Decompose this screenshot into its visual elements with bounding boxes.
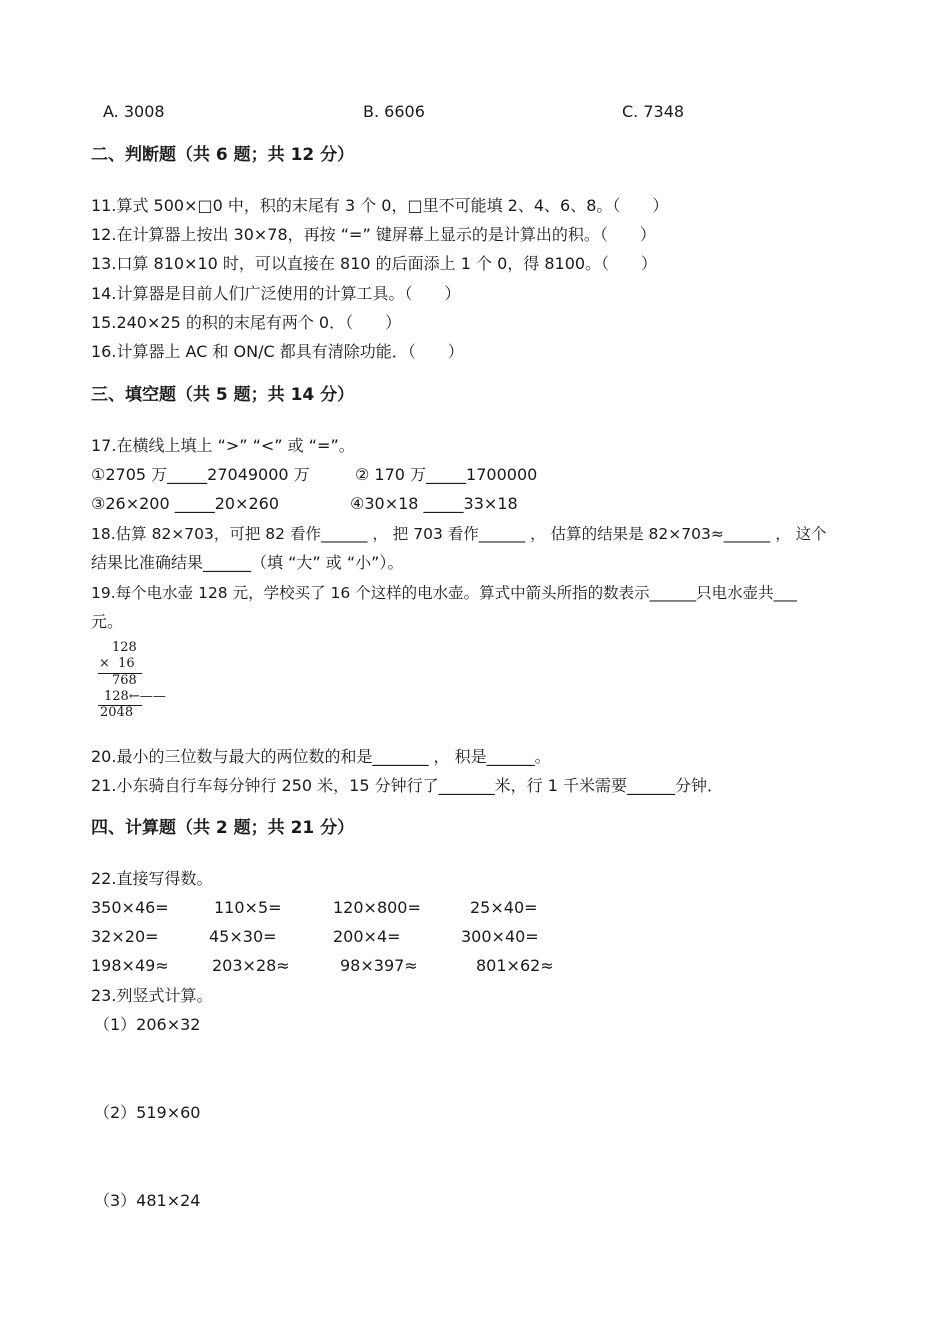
- question-11: 11.算式 500×□0 中，积的末尾有 3 个 0，□里不可能填 2、4、6、8。（ ）: [91, 196, 669, 215]
- question-23-part-3: （3）481×24: [94, 1191, 201, 1210]
- calc-row-multiplicand: 128: [112, 640, 137, 655]
- question-18-line-1: 18.估算 82×703，可把 82 看作______ ， 把 703 看作______ ， 估算的结果是 82×703≈______ ， 这个: [91, 525, 827, 543]
- question-16: 16.计算器上 AC 和 ON/C 都具有清除功能．（ ）: [91, 342, 464, 361]
- question-12: 12.在计算器上按出 30×78，再按 “=” 键屏幕上显示的是计算出的积。（ ）: [91, 225, 656, 244]
- q22-cell: 198×49≈: [91, 956, 169, 975]
- q22-cell: 32×20=: [91, 927, 159, 946]
- section-4-title: 四、计算题（共 2 题；共 21 分）: [91, 818, 355, 838]
- question-22: 22.直接写得数。: [91, 869, 213, 888]
- question-15: 15.240×25 的积的末尾有两个 0．（ ）: [91, 313, 402, 332]
- option-b: B. 6606: [363, 102, 425, 121]
- calc-row-product: 2048: [100, 705, 134, 720]
- question-19-line-1: 19.每个电水壶 128 元，学校买了 16 个这样的电水壶。算式中箭头所指的数表示______只电水壶共___: [91, 584, 797, 602]
- section-2-title: 二、判断题（共 6 题；共 12 分）: [91, 145, 355, 165]
- question-23: 23.列竖式计算。: [91, 986, 213, 1005]
- q22-cell: 110×5=: [214, 898, 282, 917]
- option-a: A. 3008: [103, 102, 165, 121]
- q22-cell: 25×40=: [470, 898, 538, 917]
- question-17-item-3: ③26×200 _____20×260: [91, 494, 280, 513]
- q22-cell: 200×4=: [333, 927, 401, 946]
- question-17: 17.在横线上填上 “>” “<” 或 “=”。: [91, 436, 355, 455]
- question-23-part-1: （1）206×32: [94, 1015, 201, 1034]
- q22-cell: 203×28≈: [212, 956, 290, 975]
- section-3-title: 三、填空题（共 5 题；共 14 分）: [91, 385, 355, 405]
- q22-cell: 98×397≈: [340, 956, 418, 975]
- question-19-line-2: 元。: [91, 612, 124, 631]
- question-17-item-4: ④30×18 _____33×18: [350, 494, 518, 513]
- calc-row-partial-1: 768: [112, 673, 137, 688]
- question-23-part-2: （2）519×60: [94, 1103, 201, 1122]
- calc-row-partial-2-arrow: 128←——: [104, 689, 166, 704]
- question-13: 13.口算 810×10 时，可以直接在 810 的后面添上 1 个 0，得 8100。（ ）: [91, 254, 658, 273]
- question-18-line-2: 结果比准确结果______（填 “大” 或 “小”）。: [91, 553, 404, 572]
- question-21: 21.小东骑自行车每分钟行 250 米，15 分钟行了_______米，行 1 千米需要______分钟．: [91, 776, 723, 795]
- q22-cell: 801×62≈: [476, 956, 554, 975]
- q22-cell: 300×40=: [461, 927, 539, 946]
- q22-cell: 120×800=: [333, 898, 421, 917]
- question-17-item-2: ② 170 万_____1700000: [355, 465, 538, 484]
- q22-cell: 350×46=: [91, 898, 169, 917]
- q22-cell: 45×30=: [209, 927, 277, 946]
- question-17-item-1: ①2705 万_____27049000 万: [91, 465, 310, 484]
- question-14: 14.计算器是目前人们广泛使用的计算工具。（ ）: [91, 284, 461, 303]
- calc-row-multiplier: × 16: [99, 656, 135, 671]
- option-c: C. 7348: [622, 102, 685, 121]
- question-20: 20.最小的三位数与最大的两位数的和是_______ ， 积是______。: [91, 747, 551, 766]
